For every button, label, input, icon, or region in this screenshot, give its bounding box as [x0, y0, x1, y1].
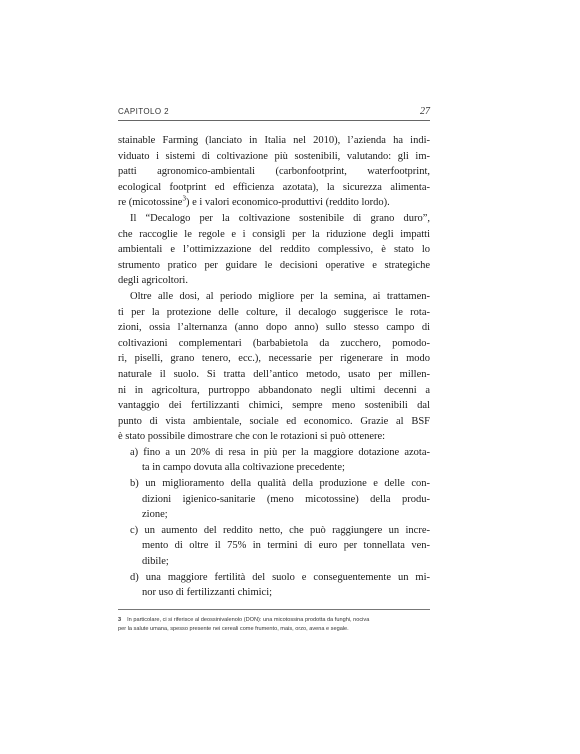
text-line: stainable Farming (lanciato in Italia nel 2010), l’azienda ha indi-	[118, 135, 430, 146]
list-item: d) una maggiore fertilità del suolo e conseguentemente un mi-	[130, 571, 430, 583]
text-line: ecological footprint ed efficienza azotata), la sicurezza alimenta-	[118, 181, 430, 193]
header-rule	[118, 120, 430, 121]
footnote-line	[118, 616, 430, 625]
text-line: coltivazioni complementari (barbabietola da zucchero, pomodo-	[118, 337, 430, 349]
text-line: ambientali e l’ottimizzazione del reddito complessivo, è stato lo	[118, 244, 430, 256]
list-item-continuation: ta in campo dovuta alla coltivazione precedente;	[142, 462, 345, 474]
footnote-text: In particolare, ci si riferisce al deossinivalenolo (DON): una micotossina prodotta da funghi, nociva	[127, 617, 370, 623]
text-line: ni in agricoltura, purtroppo abbandonato negli ultimi decenni a	[118, 384, 430, 396]
text-line: vantaggio dei fertilizzanti chimici, sempre meno sostenibili dal	[118, 400, 430, 412]
list-item-continuation: nor uso di fertilizzanti chimici;	[142, 587, 273, 599]
text-line: che raccoglie le regole e i consigli per la riduzione degli impatti	[118, 228, 430, 240]
list-item-continuation: mento di oltre il 75% in termini di euro per tonnellata ven-	[142, 540, 430, 552]
text-line: strumento pratico per guidare le decisioni operative e strategiche	[118, 259, 430, 271]
text-fragment: ) e i valori economico-produttivi (reddito lordo).	[185, 197, 390, 209]
text-line: patti agronomico-ambientali (carbonfootprint, waterfootprint,	[118, 166, 430, 178]
text-line	[118, 195, 430, 211]
footnote-rule	[118, 609, 430, 610]
footnote-ref: 3	[182, 194, 186, 203]
footnote-number: 3	[118, 617, 122, 623]
list-item-continuation: dibile;	[142, 556, 169, 568]
footnote	[118, 616, 430, 633]
text-line: ri, piselli, grano tenero, ecc.), necessarie per rigenerare in modo	[118, 353, 430, 365]
footnote-line: per la salute umana, spesso presente nei cereali come frumento, mais, orzo, avena e segale.	[118, 625, 349, 632]
chapter-label: CAPITOLO 2	[118, 107, 169, 116]
list-item: a) fino a un 20% di resa in più per la maggiore dotazione azota-	[130, 446, 430, 458]
text-line: ti per la protezione delle colture, il decalogo suggerisce le rota-	[118, 306, 430, 318]
text-line: naturale il suolo. Si tratta dell’antico metodo, usato per millen-	[118, 368, 430, 380]
text-line: Oltre alle dosi, al periodo migliore per la semina, ai trattamen-	[130, 290, 430, 302]
text-fragment: re (micotossine	[118, 197, 183, 209]
text-line: viduato i sistemi di coltivazione più sostenibili, valutando: gli im-	[118, 150, 430, 162]
text-line: degli agricoltori.	[118, 275, 188, 287]
text-line: zioni, ossia l’alternanza (anno dopo anno) sullo stesso campo di	[118, 322, 430, 334]
list-item-continuation: zione;	[142, 509, 168, 521]
text-line: punto di vista ambientale, sociale ed economico. Grazie al BSF	[118, 415, 430, 427]
text-line: è stato possibile dimostrare che con le rotazioni si può ottenere:	[118, 431, 386, 443]
list-item-continuation: dizioni igienico-sanitarie (meno micotossine) della produ-	[142, 493, 430, 505]
list-item: c) un aumento del reddito netto, che può raggiungere un incre-	[130, 524, 430, 536]
list-item: b) un miglioramento della qualità della produzione e delle con-	[130, 478, 430, 490]
running-header	[118, 107, 430, 119]
page-number: 27	[420, 106, 430, 117]
text-line: Il “Decalogo per la coltivazione sostenibile di grano duro”,	[130, 212, 430, 224]
body-text	[118, 133, 430, 601]
